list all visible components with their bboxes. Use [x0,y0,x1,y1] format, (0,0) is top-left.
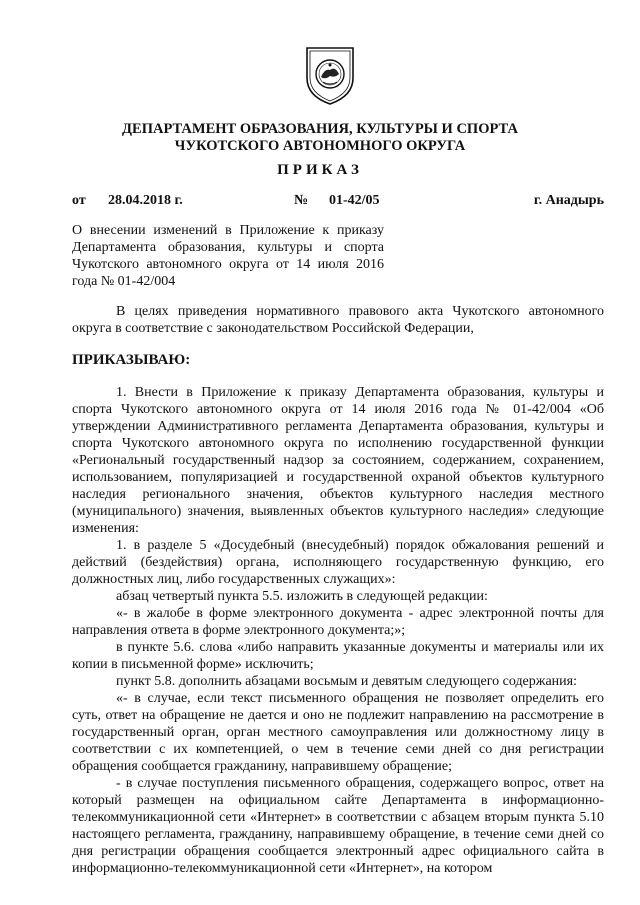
department-name-line-1: ДЕПАРТАМЕНТ ОБРАЗОВАНИЯ, КУЛЬТУРЫ И СПОРТА [122,121,518,137]
document-date: 28.04.2018 г. [108,193,183,208]
date-label: от [72,193,86,208]
paragraph: 1. Внести в Приложение к приказу Департамента образования, культуры и спорта Чукотского автономного округа от 14 июля 2016 года № 01-42/004 «Об утверждении Административного регламента Департамента образования, культуры и спорта Чукотского автономного округа по исполнению государственной функции «Региональный государственный надзор за состоянием, содержанием, сохранением, использованием, популяризацией и государственной охраной объектов культурного наследия регионального значения, объектов культурного наследия местного (муниципального) значения, выявленных объектов культурного наследия» следующие изменения: [72,385,604,536]
coat-of-arms-icon [301,44,359,106]
paragraph: пункт 5.8. дополнить абзацами восьмым и девятым следующего содержания: [116,674,577,689]
paragraph: - в случае поступления письменного обращения, содержащего вопрос, ответ на который размещен на официальном сайте Департамента в информационно-телекоммуникационной сети «Интернет» в соответствии с абзацем вторым пункта 5.10 настоящего регламента, гражданину, направившему обращение, в течение семи дней со дня регистрации обращения сообщается электронный адрес официального сайта в информационно-телекоммуникационной сети «Интернет», на котором [72,776,604,876]
number-sign: № [294,193,309,208]
document-subject: О внесении изменений в Приложение к приказу Департамента образования, культуры и спорта Чукотского автономного округа от 14 июля 2016 года № 01-42/004 [72,223,384,289]
paragraph: «- в случае, если текст письменного обращения не позволяет определить его суть, ответ на обращение не дается и оно не подлежит направлению на рассмотрение в государственный орган, орган местного самоуправления или должностному лицу в соответствии с их компетенцией, о чем в течение семи дней со дня регистрации обращения сообщается гражданину, направившему обращение; [72,691,604,774]
department-name-line-2: ЧУКОТСКОГО АВТОНОМНОГО ОКРУГА [174,138,466,154]
document-number: 01-42/05 [329,193,380,208]
preamble: В целях приведения нормативного правового акта Чукотского автономного округа в соответствие с законодательством Российской Федерации, [72,304,604,336]
document-body [72,384,604,877]
paragraph: 1. в разделе 5 «Досудебный (внесудебный) порядок обжалования решений и действий (бездействия) органа, исполняющего государственную функцию, его должностных лиц, либо государственных служащих»: [72,538,604,587]
document-type-title: ПРИКАЗ [277,162,363,178]
order-word: ПРИКАЗЫВАЮ: [72,352,191,368]
paragraph: «- в жалобе в форме электронного документа - адрес электронной почты для направления ответа в форме электронного документа;»; [72,606,604,638]
paragraph: абзац четвертый пункта 5.5. изложить в следующей редакции: [116,589,488,604]
paragraph: в пункте 5.6. слова «либо направить указанные документы и материалы или их копии в письменной форме» исключить; [72,640,604,672]
document-meta-row [72,193,604,211]
document-city: г. Анадырь [533,193,604,208]
